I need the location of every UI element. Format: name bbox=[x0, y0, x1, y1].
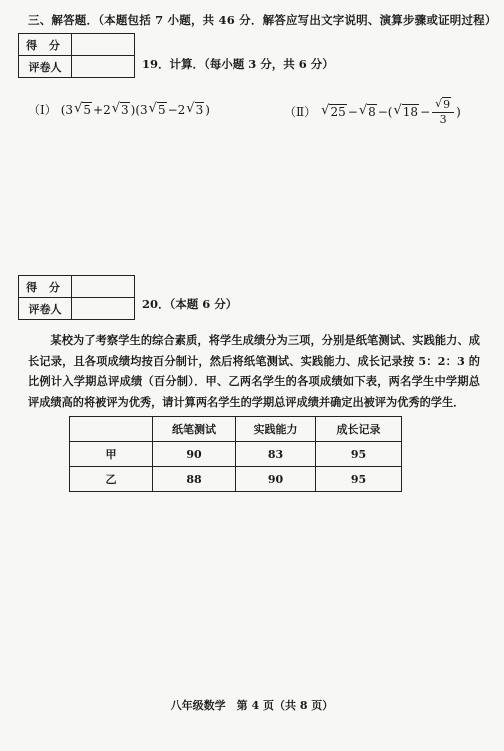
score-box-q19 bbox=[18, 33, 135, 78]
expr-text: ) bbox=[205, 102, 210, 117]
section-header: 三、解答题．（本题包括 7 小题，共 46 分．解答应写出文字说明、演算步骤或证明过程） bbox=[28, 13, 497, 27]
table-cell: 83 bbox=[236, 442, 316, 467]
q19-part1-expression bbox=[28, 101, 210, 118]
score-label: 得 分 bbox=[19, 276, 72, 298]
table-row bbox=[70, 442, 402, 467]
table-header-cell: 纸笔测试 bbox=[153, 417, 236, 442]
sqrt: √ 3 bbox=[186, 101, 204, 117]
table-header-cell: 实践能力 bbox=[236, 417, 316, 442]
table-cell: 90 bbox=[236, 467, 316, 492]
expr-text: − bbox=[420, 104, 431, 119]
table-header-row bbox=[70, 417, 402, 442]
expr-text: (3 bbox=[60, 102, 74, 117]
q20-paragraph: 某校为了考察学生的综合素质，将学生成绩分为三项，分别是纸笔测试、实践能力、成长记录，且各项成绩均按百分制计，然后将纸笔测试、实践能力、成长记录按 5：2：3 的比例计入学期总评成绩（百分制）．甲、乙两名学生的各项成绩如下表，两名学生中学期总评成绩高的将被评为优秀，请计算两名学生的学期总评成绩并确定出被评为优秀的学生． bbox=[28, 333, 480, 409]
table-cell: 88 bbox=[153, 467, 236, 492]
table-header-cell: 成长记录 bbox=[316, 417, 402, 442]
radicand: 18 bbox=[402, 105, 419, 119]
table-cell: 95 bbox=[316, 442, 402, 467]
grader-blank bbox=[72, 298, 135, 320]
score-box-q20 bbox=[18, 275, 135, 320]
score-blank bbox=[72, 276, 135, 298]
q19-part2-label: （Ⅱ） bbox=[284, 105, 317, 119]
q19-title: 19．计算．（每小题 3 分，共 6 分） bbox=[142, 57, 334, 71]
radicand: 3 bbox=[195, 103, 204, 117]
student-name-cell: 乙 bbox=[70, 467, 153, 492]
expr-text: )(3 bbox=[130, 102, 148, 117]
sqrt: √ 5 bbox=[74, 101, 92, 117]
sqrt: √ 25 bbox=[321, 103, 346, 119]
grader-label: 评卷人 bbox=[19, 56, 72, 78]
table-header-cell bbox=[70, 417, 153, 442]
radicand: 5 bbox=[157, 103, 166, 117]
sqrt: √ 8 bbox=[358, 103, 376, 119]
expr-text: ) bbox=[456, 104, 461, 119]
sqrt: √ 3 bbox=[111, 101, 129, 117]
expr-text: +2 bbox=[93, 102, 111, 117]
q19-part2-expression bbox=[284, 97, 461, 126]
score-table bbox=[69, 416, 402, 492]
sqrt: √ 18 bbox=[393, 103, 419, 119]
expr-text: − bbox=[347, 104, 358, 119]
table-cell: 95 bbox=[316, 467, 402, 492]
fraction bbox=[432, 97, 454, 126]
grader-blank bbox=[72, 56, 135, 78]
sqrt: √ 9 bbox=[435, 97, 451, 111]
sqrt: √ 5 bbox=[148, 101, 166, 117]
table-row bbox=[70, 467, 402, 492]
radicand: 25 bbox=[330, 105, 346, 119]
score-label: 得 分 bbox=[19, 34, 72, 56]
expr-text: −2 bbox=[167, 102, 186, 117]
student-name-cell: 甲 bbox=[70, 442, 153, 467]
radicand: 8 bbox=[368, 105, 376, 119]
radicand: 5 bbox=[83, 103, 92, 117]
q19-part1-label: （Ⅰ） bbox=[28, 103, 57, 117]
table-cell: 90 bbox=[153, 442, 236, 467]
score-blank bbox=[72, 34, 135, 56]
grader-label: 评卷人 bbox=[19, 298, 72, 320]
q20-title: 20．（本题 6 分） bbox=[142, 297, 238, 311]
radicand: 3 bbox=[121, 103, 129, 117]
expr-text: −( bbox=[377, 104, 393, 119]
denominator: 3 bbox=[439, 113, 447, 126]
page-footer: 八年级数学 第 4 页（共 8 页） bbox=[170, 699, 334, 712]
radicand: 9 bbox=[443, 98, 451, 111]
